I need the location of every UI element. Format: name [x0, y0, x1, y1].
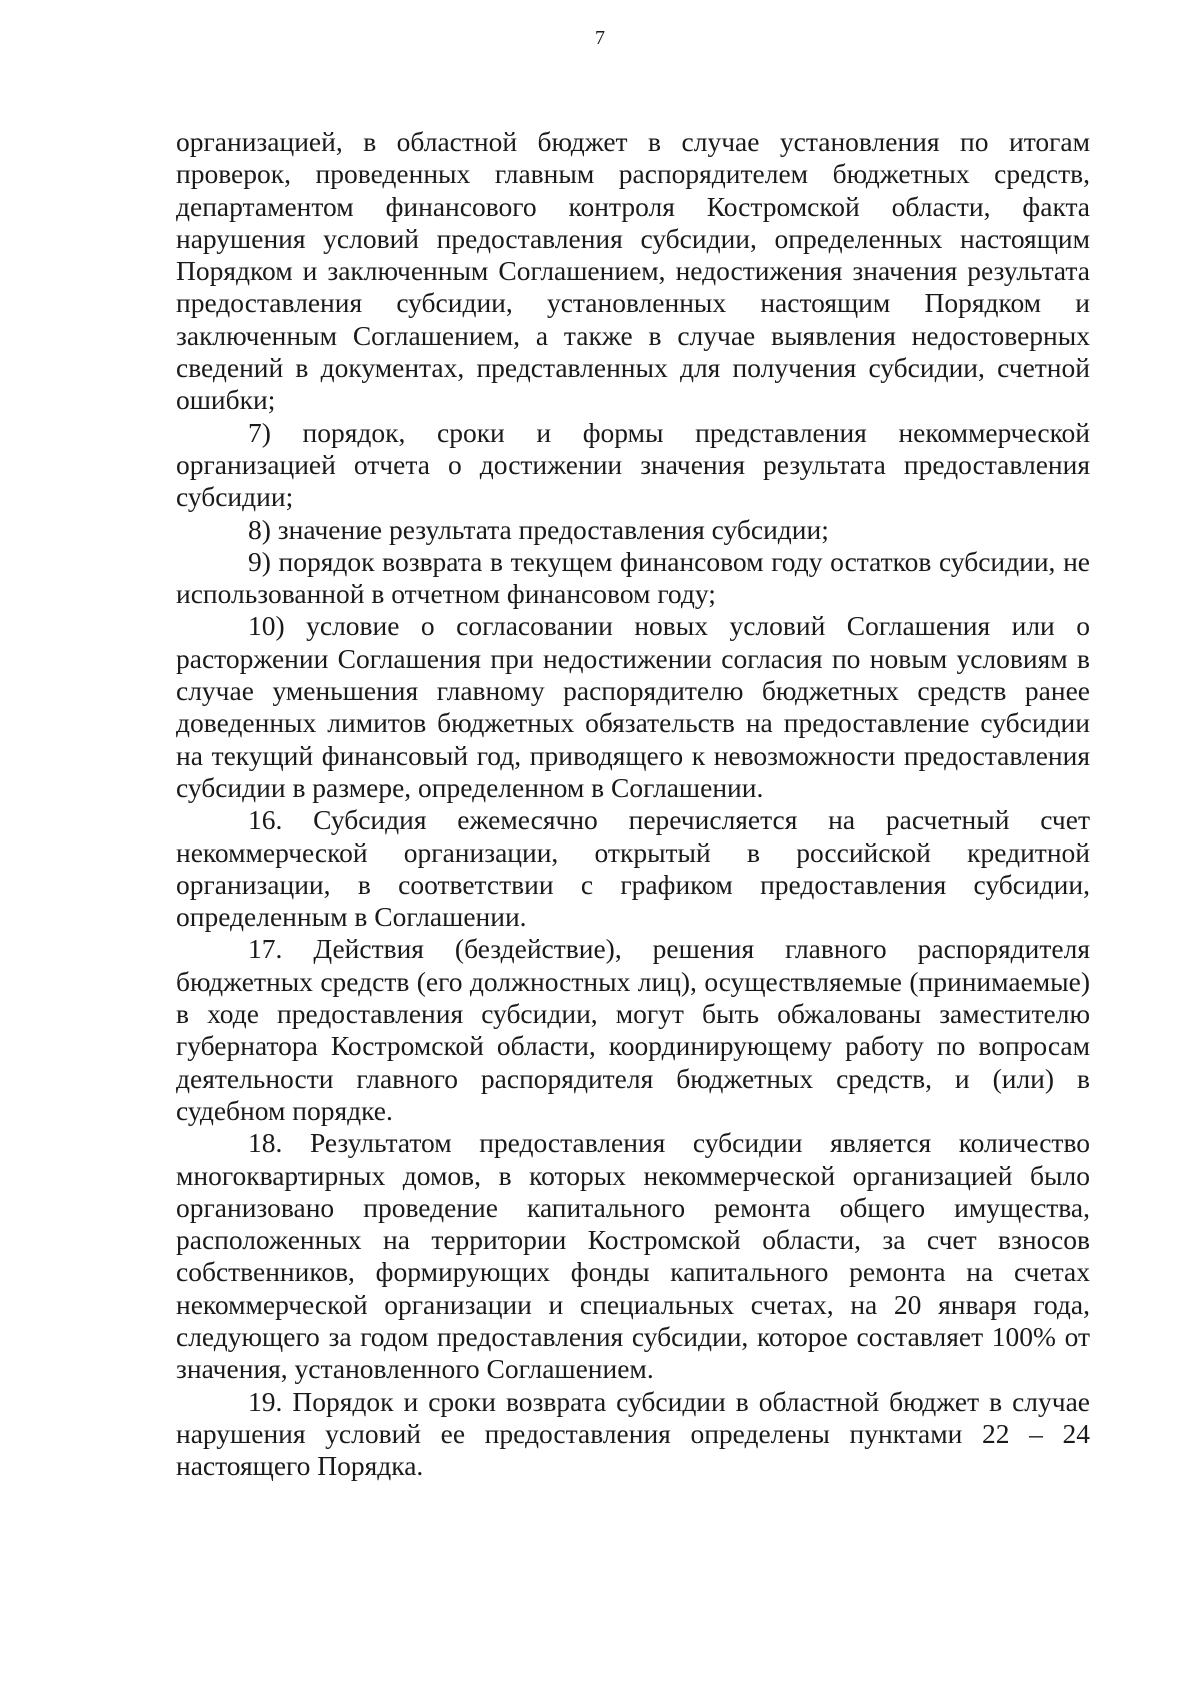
clause-16: 16. Субсидия ежемесячно перечисляется на расчетный счет некоммерческой организации, открытый в российской кредитной организации, в соответствии с графиком предоставления субсидии, определенным в Соглашении.: [176, 804, 1090, 933]
clause-18: 18. Результатом предоставления субсидии является количество многоквартирных домов, в которых некоммерческой организацией было организовано проведение капитального ремонта общего имущества, расположенных на территории Костромской области, за счет взносов собственников, формирующих фонды капитального ремонта на счетах некоммерческой организации и специальных счетах, на 20 января года, следующего за годом предоставления субсидии, которое составляет 100% от значения, установленного Соглашением.: [176, 1127, 1090, 1385]
list-item-8: 8) значение результата предоставления субсидии;: [248, 513, 829, 545]
list-item-7: 7) порядок, сроки и формы представления некоммерческой организацией отчета о достижении значения результата предоставления субсидии;: [176, 416, 1090, 513]
clause-19: 19. Порядок и сроки возврата субсидии в областной бюджет в случае нарушения условий ее предоставления определены пунктами 22 – 24 настоящего Порядка.: [176, 1385, 1090, 1482]
clause-17: 17. Действия (бездействие), решения главного распорядителя бюджетных средств (его должностных лиц), осуществляемые (принимаемые) в ходе предоставления субсидии, могут быть обжалованы заместителю губернатора Костромской области, координирующему работу по вопросам деятельности главного распорядителя бюджетных средств, и (или) в судебном порядке.: [176, 933, 1090, 1126]
list-item-10: 10) условие о согласовании новых условий Соглашения или о расторжении Соглашения при недостижении согласия по новым условиям в случае уменьшения главному распорядителю бюджетных средств ранее доведенных лимитов бюджетных обязательств на предоставление субсидии на текущий финансовый год, приводящего к невозможности предоставления субсидии в размере, определенном в Соглашении.: [176, 610, 1090, 803]
document-body: [176, 126, 1090, 1482]
page-number: 7: [595, 27, 605, 49]
paragraph-continuation: организацией, в областной бюджет в случае установления по итогам проверок, проведенных главным распорядителем бюджетных средств, департаментом финансового контроля Костромской области, факта нарушения условий предоставления субсидии, определенных настоящим Порядком и заключенным Соглашением, недостижения значения результата предоставления субсидии, установленных настоящим Порядком и заключенным Соглашением, а также в случае выявления недостоверных сведений в документах, представленных для получения субсидии, счетной ошибки;: [176, 126, 1090, 416]
list-item-9: 9) порядок возврата в текущем финансовом году остатков субсидии, не использованной в отчетном финансовом году;: [176, 545, 1090, 610]
